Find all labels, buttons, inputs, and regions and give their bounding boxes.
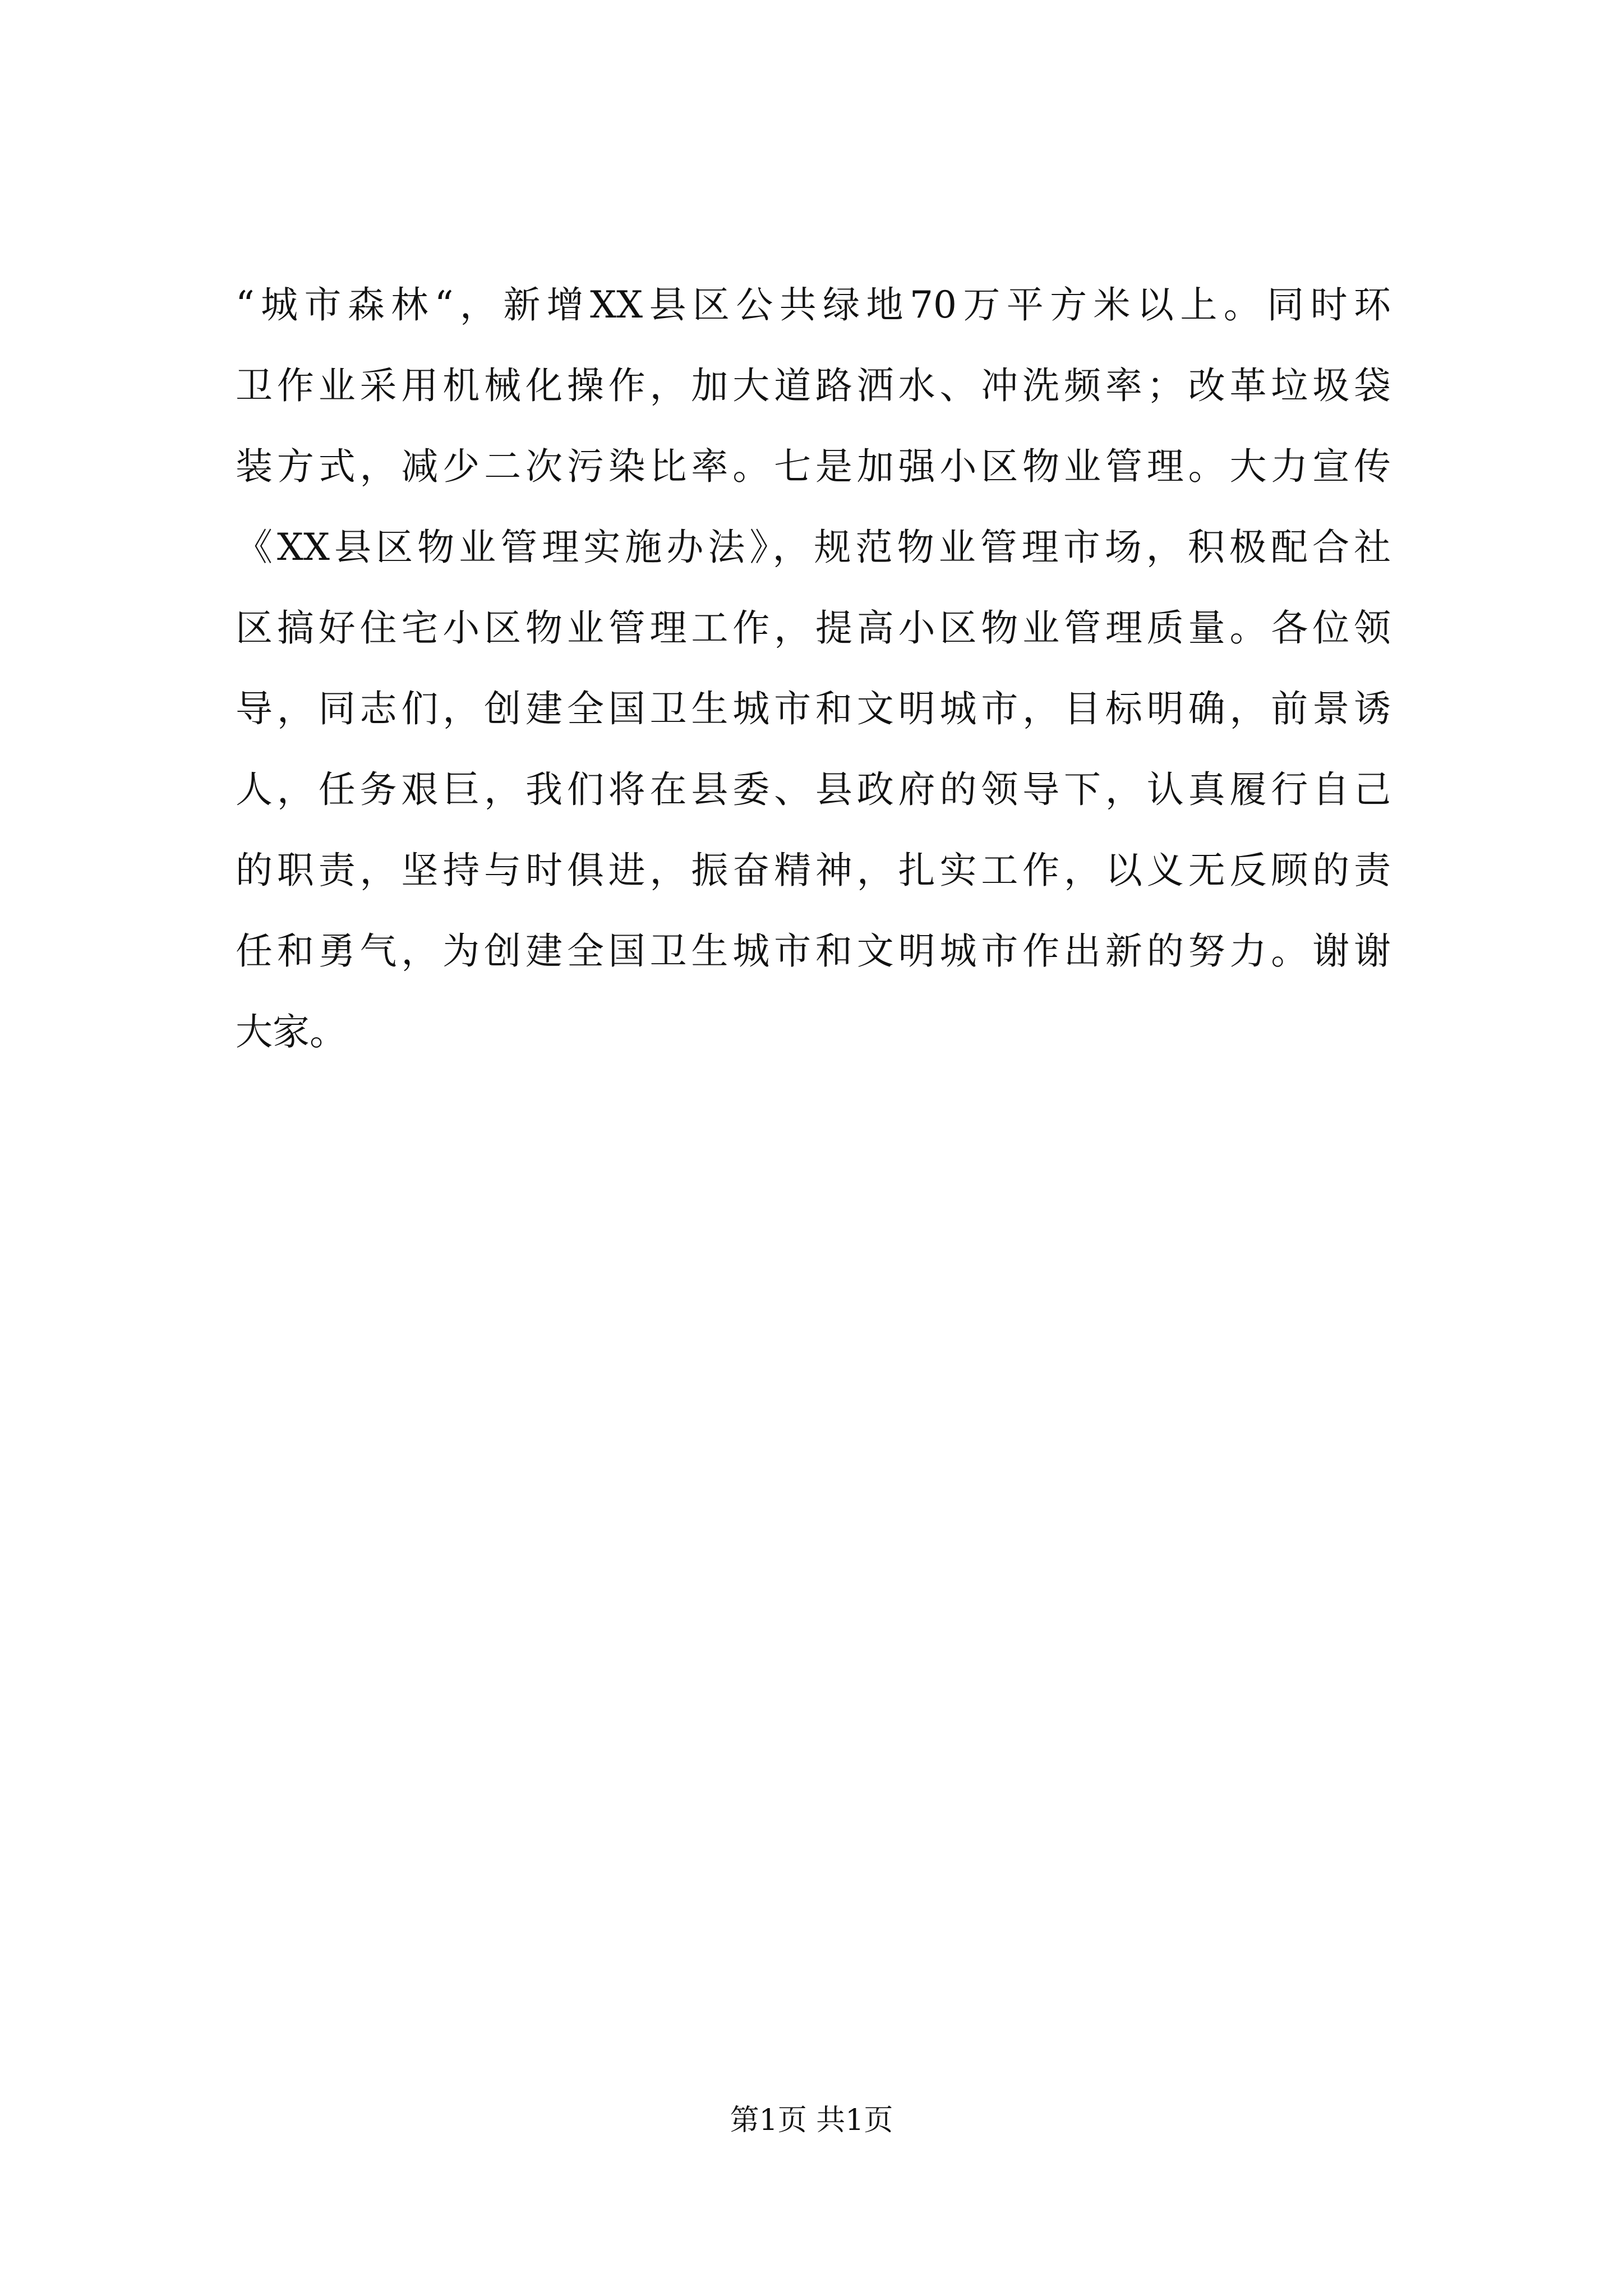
text-line: 区搞好住宅小区物业管理工作，提高小区物业管理质量。各位领 (236, 606, 1391, 650)
text-line: 任和勇气，为创建全国卫生城市和文明城市作出新的努力。谢谢 (236, 930, 1391, 973)
text-line: 卫作业采用机械化操作，加大道路洒水、冲洗频率；改革垃圾袋 (236, 364, 1391, 407)
text-line: 人，任务艰巨，我们将在县委、县政府的领导下，认真履行自己 (236, 768, 1391, 811)
text-line: 导，同志们，创建全国卫生城市和文明城市，目标明确，前景诱 (236, 687, 1391, 730)
text-line: 大家。 (236, 1010, 347, 1053)
text-line: 的职责，坚持与时俱进，振奋精神，扎实工作，以义无反顾的责 (236, 849, 1391, 892)
text-line: 《XX县区物业管理实施办法》，规范物业管理市场，积极配合社 (236, 526, 1391, 569)
text-line: 装方式，减少二次污染比率。七是加强小区物业管理。大力宣传 (236, 445, 1391, 488)
text-line: “城市森林“，新增XX县区公共绿地70万平方米以上。同时环 (236, 283, 1391, 326)
page-number: 第1页 共1页 (730, 2104, 893, 2137)
body-paragraph (236, 265, 1391, 1073)
page-footer (0, 2098, 1623, 2143)
